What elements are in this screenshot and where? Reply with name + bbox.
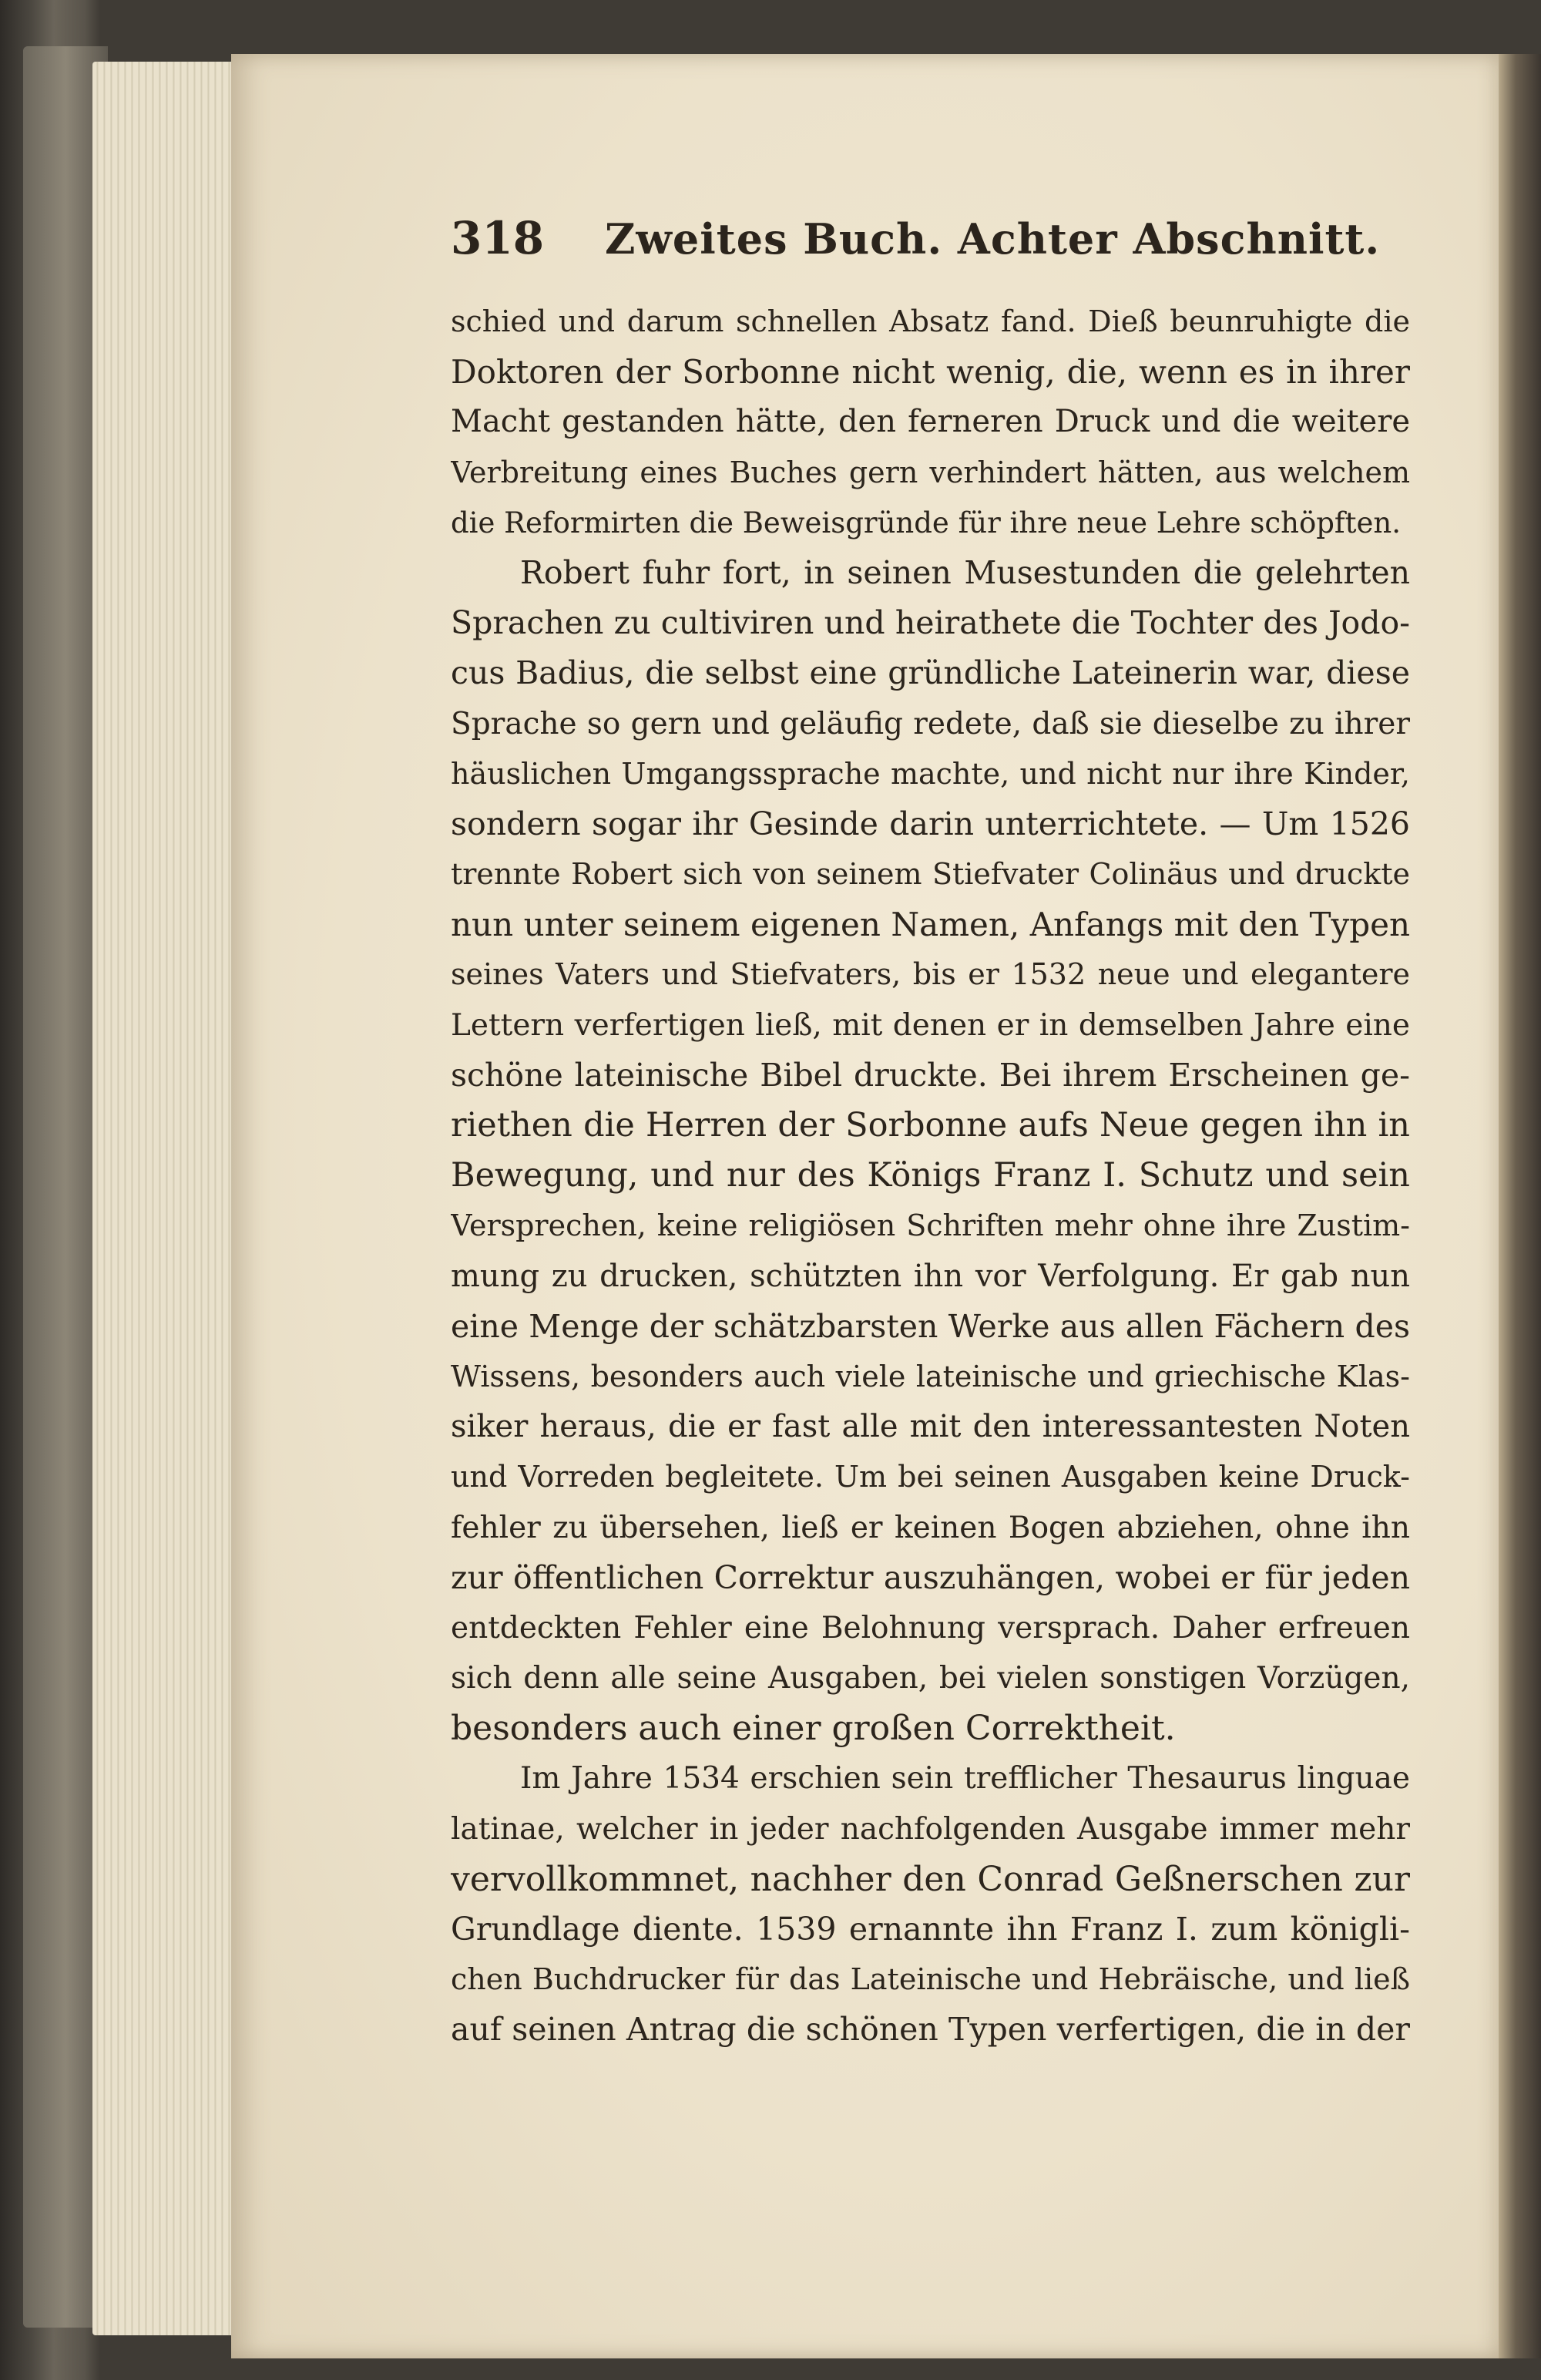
text-line: Wissens, besonders auch viele lateinische und griechische Klas- xyxy=(451,1359,1410,1393)
text-line: mung zu drucken, schützten ihn vor Verfolgung. Er gab nun xyxy=(451,1258,1410,1294)
text-line: vervollkommnet, nachher den Conrad Geßnerschen zur xyxy=(451,1859,1410,1899)
text-line: häuslichen Umgangssprache machte, und nicht nur ihre Kinder, xyxy=(451,756,1410,791)
text-line: schöne lateinische Bibel druckte. Bei ihrem Erscheinen ge- xyxy=(451,1056,1410,1094)
text-line: Versprechen, keine religiösen Schriften mehr ohne ihre Zustim- xyxy=(451,1208,1410,1243)
text-line: eine Menge der schätzbarsten Werke aus allen Fächern des xyxy=(451,1307,1410,1345)
text-line: Im Jahre 1534 erschien sein trefflicher Thesaurus linguae xyxy=(520,1761,1410,1797)
text-line: Bewegung, und nur des Königs Franz I. Schutz und sein xyxy=(451,1156,1410,1195)
page-header xyxy=(451,212,1406,274)
text-line: entdeckten Fehler eine Belohnung versprach. Daher erfreuen xyxy=(451,1610,1410,1645)
body-text xyxy=(451,297,1410,2056)
text-line: sondern sogar ihr Gesinde darin unterrichtete. — Um 1526 xyxy=(451,805,1410,842)
text-line: besonders auch einer großen Correktheit. xyxy=(451,1709,1176,1749)
text-line: auf seinen Antrag die schönen Typen verfertigen, die in der xyxy=(451,2011,1410,2049)
text-line: sich denn alle seine Ausgaben, bei vielen sonstigen Vorzügen, xyxy=(451,1661,1410,1696)
page-gutter-shadow xyxy=(1499,54,1541,2358)
text-line: und Vorreden begleitete. Um bei seinen Ausgaben keine Druck- xyxy=(451,1460,1410,1494)
text-line: Robert fuhr fort, in seinen Musestunden die gelehrten xyxy=(520,553,1410,591)
text-line: Grundlage diente. 1539 ernannte ihn Franz I. zum königli- xyxy=(451,1911,1410,1948)
running-head: Zweites Buch. Achter Abschnitt. xyxy=(605,214,1381,264)
text-line: seines Vaters und Stiefvaters, bis er 1532 neue und elegantere xyxy=(451,957,1410,992)
page-number: 318 xyxy=(451,212,545,264)
text-line: die Reformirten die Beweisgründe für ihre neue Lehre schöpften. xyxy=(451,506,1401,540)
text-line: Sprachen zu cultiviren und heirathete die Tochter des Jodo- xyxy=(451,604,1410,642)
text-line: riethen die Herren der Sorbonne aufs Neue gegen ihn in xyxy=(451,1106,1410,1145)
text-line: Macht gestanden hätte, den ferneren Druck und die weitere xyxy=(451,404,1410,440)
text-line: cus Badius, die selbst eine gründliche Lateinerin war, diese xyxy=(451,654,1410,692)
text-line: siker heraus, die er fast alle mit den interessantesten Noten xyxy=(451,1409,1410,1445)
text-line: chen Buchdrucker für das Lateinische und Hebräische, und ließ xyxy=(451,1962,1410,1997)
text-line: zur öffentlichen Correktur auszuhängen, wobei er für jeden xyxy=(451,1558,1410,1596)
text-line: latinae, welcher in jeder nachfolgenden Ausgabe immer mehr xyxy=(451,1811,1410,1847)
text-line: schied und darum schnellen Absatz fand. Dieß beunruhigte die xyxy=(451,304,1410,338)
text-line: nun unter seinem eigenen Namen, Anfangs mit den Typen xyxy=(451,906,1410,944)
text-line: fehler zu übersehen, ließ er keinen Bogen abziehen, ohne ihn xyxy=(451,1510,1410,1545)
text-line: Lettern verfertigen ließ, mit denen er in demselben Jahre eine xyxy=(451,1007,1410,1043)
text-line: Doktoren der Sorbonne nicht wenig, die, wenn es in ihrer xyxy=(451,353,1410,392)
text-line: Verbreitung eines Buches gern verhindert hätten, aus welchem xyxy=(451,455,1410,489)
text-line: Sprache so gern und geläufig redete, daß sie dieselbe zu ihrer xyxy=(451,706,1410,741)
text-line: trennte Robert sich von seinem Stiefvater Colinäus und druckte xyxy=(451,857,1410,892)
